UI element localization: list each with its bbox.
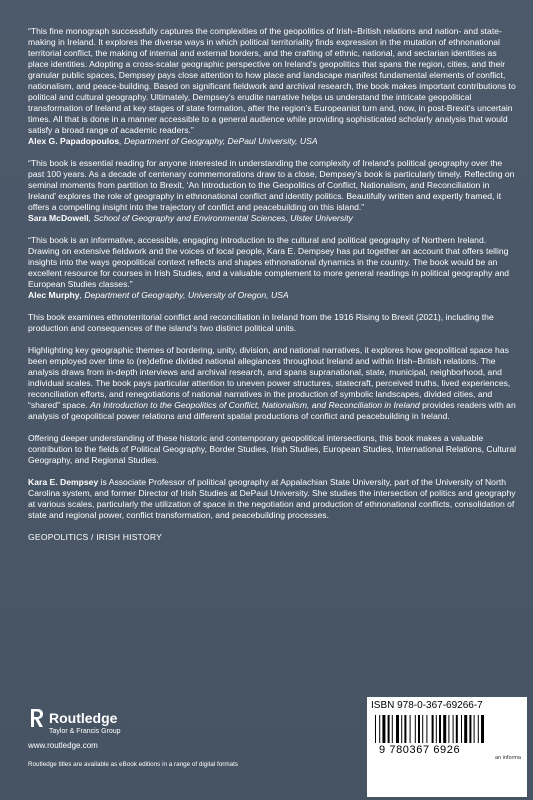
description-paragraph-3: Offering deeper understanding of these historic and contemporary geopolitical intersections, this book makes a valuable contribution to the fields of Political Geography, Border Studies, Irish Studies, European Studies, International Relations, Cultural Geography, and Regional Studies. [28, 433, 517, 465]
review-attribution: Sara McDowell, School of Geography and Environmental Sciences, Ulster University [28, 213, 353, 223]
subject-category: GEOPOLITICS / IRISH HISTORY [28, 532, 163, 542]
isbn-number: ISBN 978-0-367-69266-7 [371, 700, 483, 711]
ebook-footnote: Routledge titles are available as eBook editions in a range of digital formats [28, 761, 239, 768]
author-name: Kara E. Dempsey [28, 477, 99, 487]
reviewer-affiliation: Department of Geography, DePaul University, USA [124, 136, 318, 146]
review-quote: “This book is essential reading for anyone interested in understanding the complexity of Ireland’s political geography over the past 100 years. As a decade of centenary commemorations draw to a close, Dempsey’s book is particularly timely. Reflecting on seminal moments from partition to Brexit, ‘An Introduction to the Geopolitics of Conflict, Nationalism, and Reconciliation in Ireland’ explores the role of geography in ethnonational conflict and identity politics. Beautifully written and expertly framed, it offers a compelling insight into the trajectory of conflict and peacebuilding on this island.” [28, 158, 515, 212]
review-1 [28, 26, 518, 147]
review-attribution: Alex G. Papadopoulos, Department of Geography, DePaul University, USA [28, 136, 318, 146]
isbn-barcode [367, 697, 527, 797]
review-attribution: Alec Murphy, Department of Geography, University of Oregon, USA [28, 290, 289, 300]
publisher-url[interactable]: www.routledge.com [28, 741, 98, 750]
description-paragraph-2: Highlighting key geographic themes of bordering, unity, division, and national narratives, it explores how geopolitical space has been employed over time to (re)define divided national allegiances throughout Ireland and within Irish–British relations. The analysis draws from in-depth interviews and archival research, and spans supranational, state, municipal, neighborhood, and individual scales. The book pays particular attention to uneven power structures, statecraft, perceived truths, lived experiences, reconciliation efforts, and renegotiations of national narratives in the production of symbolic landscapes, divided cities, and “shared” space. An Introduction to the Geopolitics of Conflict, Nationalism, and Reconciliation in Ireland provides readers with an analysis of geopolitical power relations and different spatial productions of conflict and peacebuilding in Ireland. [28, 345, 516, 421]
publisher-name: Routledge [49, 710, 118, 726]
reviewer-name: Alec Murphy [28, 290, 80, 300]
publisher-group: Taylor & Francis Group [49, 728, 121, 735]
barcode-digits: 9 780367 6926 [379, 744, 461, 756]
publisher-logo [28, 707, 228, 729]
publisher-block [28, 707, 228, 750]
review-2 [28, 158, 518, 224]
reviewer-name: Alex G. Papadopoulos [28, 136, 120, 146]
description-paragraph-1: This book examines ethnoterritorial conflict and reconciliation in Ireland from the 1916 Rising to Brexit (2021), including the production and consequences of the island’s two distinct political units. [28, 312, 494, 333]
review-3 [28, 235, 518, 301]
author-bio-text: is Associate Professor of political geography at Appalachian State University, part of the University of North Carolina system, and former Director of Irish Studies at DePaul University. She studies the intersection of politics and geography at various scales, particularly the utilization of space in the negotiation and production of ethnonational conflicts, consolidation of state and regional power, conflict transformation, and peacebuilding processes. [28, 477, 516, 520]
informa-mark: an informa [495, 755, 521, 761]
reviewer-affiliation: Department of Geography, University of Oregon, USA [84, 290, 289, 300]
barcode-icon [375, 715, 515, 745]
reviewer-affiliation: School of Geography and Environmental Sciences, Ulster University [93, 213, 353, 223]
routledge-r-icon [28, 707, 46, 729]
review-quote: “This fine monograph successfully captures the complexities of the geopolitics of Irish–British relations and nation- and state-making in Ireland. It explores the diverse ways in which political territoriality finds expression in the mutation of ethnonational territorial conflict, the making of internal and external borders, and the crafting of ethnic, national, and sectarian identities as place identities. Adopting a cross-scalar geographic perspective on Ireland’s geopolitics that spans the region, cities, and their granular public spaces, Dempsey pays close attention to how place and landscape manifest fundamental elements of conflict, nationalism, and peace-building. Based on significant fieldwork and archival research, the book makes important contributions to political and cultural geography. Ultimately, Dempsey’s erudite narrative helps us understand the intricate geopolitical transformation of Ireland at key stages of state formation, after the region’s Europeanist turn and, now, in post-Brexit’s uncertain times. All that is done in a manner accessible to a general audience while providing sophisticated scholarly analysis that would satisfy a broad range of academic readers.” [28, 26, 516, 135]
author-bio [28, 477, 518, 521]
back-cover-text [28, 26, 518, 543]
reviewer-name: Sara McDowell [28, 213, 89, 223]
review-quote: “This book is an informative, accessible, engaging introduction to the cultural and political geography of Northern Ireland. Drawing on extensive fieldwork and the voices of local people, Kara E. Dempsey has put together an account that offers telling insights into the ways geopolitical context reflects and shapes ethnonational dynamics in the country. The book would be an excellent resource for courses in Irish Studies, and a valuable complement to more general readings in political geography and European Studies classes.” [28, 235, 510, 289]
book-title-inline: An Introduction to the Geopolitics of Conflict, Nationalism, and Reconciliation in Ireland [90, 400, 420, 410]
